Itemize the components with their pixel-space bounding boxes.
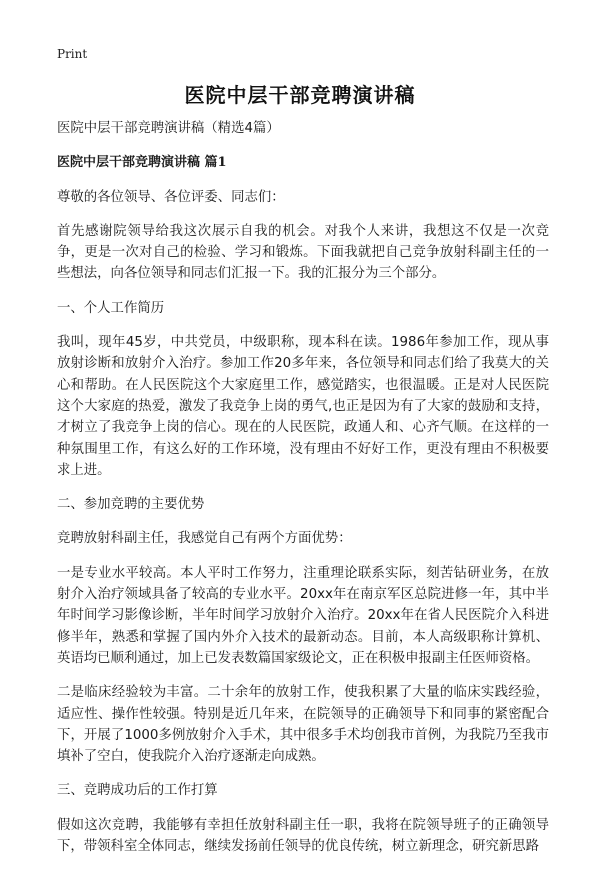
heading-plans: 三、竞聘成功后的工作打算 xyxy=(57,783,218,799)
document-subtitle: 医院中层干部竞聘演讲稿（精选4篇） xyxy=(57,121,280,136)
paragraph: 首先感谢院领导给我这次展示自我的机会。对我个人来讲，我想这不仅是一次竞争，更是一次对自己的检验、学习和锻炼。下面我就把自己竞争放射科副主任的一些想法，向各位领导和同志们汇报一下。我的汇报分为三个部分。 xyxy=(57,223,549,282)
paragraph: 我叫，现年45岁，中共党员，中级职称，现本科在读。1986年参加工作，现从事放射诊断和放射介入治疗。参加工作20多年来，各位领导和同志们给了我莫大的关心和帮助。在人民医院这个大家庭里工作，感觉踏实，也很温暖。正是对人民医院这个大家庭的热爱，激发了我竞争上岗的勇气,也正是因为有了大家的鼓励和支持，才树立了我竞争上岗的信心。现在的人民医院，政通人和、心齐气顺。在这样的一种氛围里工作，有这么好的工作环境，没有理由不好好工作，更没有理由不积极要求上进。 xyxy=(57,335,549,478)
heading-resume: 一、个人工作简历 xyxy=(57,300,165,316)
salutation: 尊敬的各位领导、各位评委、同志们： xyxy=(57,189,285,205)
heading-advantages: 二、参加竞聘的主要优势 xyxy=(57,497,205,513)
print-label: Print xyxy=(57,47,88,61)
section-title: 医院中层干部竞聘演讲稿 篇1 xyxy=(57,155,227,171)
paragraph: 假如这次竞聘，我能够有幸担任放射科副主任一职，我将在院领导班子的正确领导下，带领科室全体同志，继续发扬前任领导的优良传统，树立新理念，研究新思路 xyxy=(57,817,549,855)
document-body xyxy=(57,118,549,870)
document-title: 医院中层干部竞聘演讲稿 xyxy=(184,83,416,107)
paragraph: 一是专业水平较高。本人平时工作努力，注重理论联系实际，刻苦钻研业务，在放射介入治疗领域具备了较高的专业水平。20xx年在南京军区总院进修一年，其中半年时间学习影像诊断，半年时间学习放射介入治疗。20xx年在省人民医院介入科进修半年，熟悉和掌握了国内外介入技术的最新动态。目前，本人高级职称计算机、英语均已顺利通过，加上已发表数篇国家级论文，正在积极申报副主任医师资格。 xyxy=(57,565,549,666)
paragraph: 竞聘放射科副主任，我感觉自己有两个方面优势： xyxy=(57,531,352,547)
paragraph: 二是临床经验较为丰富。二十余年的放射工作，使我积累了大量的临床实践经验，适应性、操作性较强。特别是近几年来，在院领导的正确领导下和同事的紧密配合下，开展了1000多例放射介入手术，其中很多手术均创我市首例，为我院乃至我市填补了空白，使我院介入治疗逐渐走向成熟。 xyxy=(57,685,549,765)
